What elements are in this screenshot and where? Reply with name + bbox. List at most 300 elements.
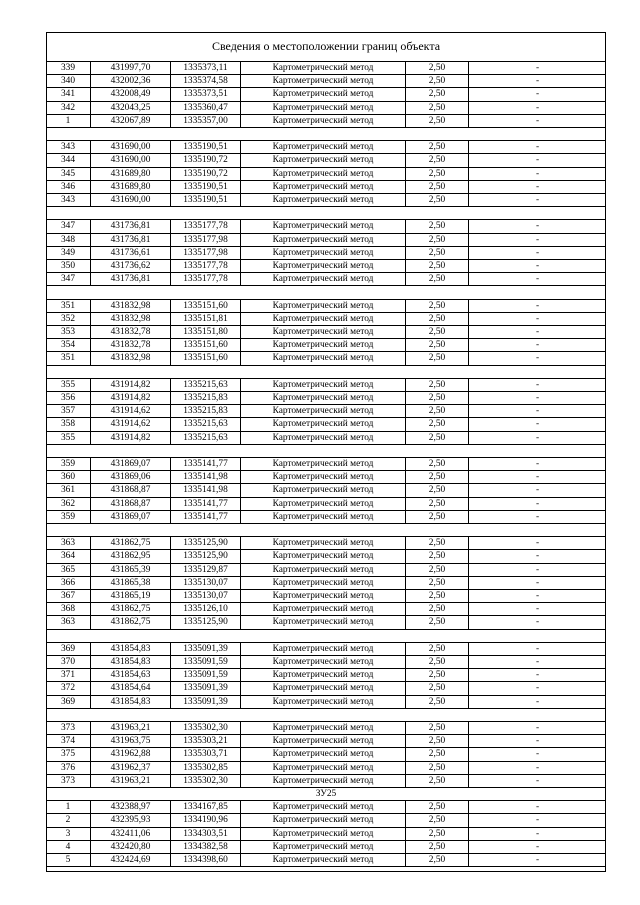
method-cell: Картометрический метод: [241, 392, 406, 404]
point-number: 356: [46, 392, 91, 404]
accuracy-cell: 2,50: [406, 590, 469, 602]
note-cell: -: [535, 142, 540, 153]
y-coordinate: 1335190,72: [171, 168, 241, 180]
y-coordinate: 1335141,77: [171, 458, 241, 470]
table-row: [46, 115, 606, 128]
accuracy-cell: 2,50: [406, 181, 469, 193]
point-number: 359: [46, 511, 91, 523]
y-coordinate: 1335125,90: [171, 537, 241, 549]
y-coordinate: 1335215,83: [171, 405, 241, 417]
group-separator: [46, 630, 606, 643]
point-number: 369: [46, 643, 91, 655]
point-number: 363: [46, 537, 91, 549]
method-cell: Картометрический метод: [241, 300, 406, 312]
y-coordinate: 1334398,60: [171, 854, 241, 866]
y-coordinate: 1335215,83: [171, 392, 241, 404]
note-cell: -: [535, 406, 540, 417]
table-row: [46, 313, 606, 326]
x-coordinate: 431736,81: [91, 220, 171, 232]
x-coordinate: 431865,19: [91, 590, 171, 602]
note-cell: -: [535, 419, 540, 430]
y-coordinate: 1335125,90: [171, 550, 241, 562]
point-number: 360: [46, 471, 91, 483]
method-cell: Картометрический метод: [241, 801, 406, 813]
method-cell: Картометрический метод: [241, 62, 406, 74]
table-row: [46, 696, 606, 709]
accuracy-cell: 2,50: [406, 313, 469, 325]
y-coordinate: 1334303,51: [171, 828, 241, 840]
page-title: Сведения о местоположении границ объекта: [46, 32, 606, 62]
method-cell: Картометрический метод: [241, 590, 406, 602]
point-number: 350: [46, 260, 91, 272]
y-coordinate: 1334190,96: [171, 814, 241, 826]
point-number: 365: [46, 564, 91, 576]
accuracy-cell: 2,50: [406, 168, 469, 180]
accuracy-cell: 2,50: [406, 300, 469, 312]
y-coordinate: 1335091,59: [171, 669, 241, 681]
table-row: [46, 471, 606, 484]
y-coordinate: 1335302,85: [171, 762, 241, 774]
y-coordinate: 1334382,58: [171, 841, 241, 853]
note-cell: -: [535, 432, 540, 443]
y-coordinate: 1335302,30: [171, 775, 241, 787]
note-cell: -: [535, 353, 540, 364]
table-row: [46, 75, 606, 88]
x-coordinate: 431690,00: [91, 194, 171, 206]
note-cell: -: [535, 815, 540, 826]
x-coordinate: 431963,21: [91, 775, 171, 787]
method-cell: Картометрический метод: [241, 511, 406, 523]
x-coordinate: 431963,75: [91, 735, 171, 747]
y-coordinate: 1335360,47: [171, 102, 241, 114]
x-coordinate: 431862,75: [91, 616, 171, 628]
method-cell: Картометрический метод: [241, 828, 406, 840]
x-coordinate: 431914,82: [91, 379, 171, 391]
x-coordinate: 431689,80: [91, 168, 171, 180]
accuracy-cell: 2,50: [406, 392, 469, 404]
y-coordinate: 1335151,60: [171, 300, 241, 312]
y-coordinate: 1335303,71: [171, 748, 241, 760]
table-row: [46, 484, 606, 497]
accuracy-cell: 2,50: [406, 484, 469, 496]
point-number: 372: [46, 682, 91, 694]
x-coordinate: 431865,39: [91, 564, 171, 576]
note-cell: -: [535, 657, 540, 667]
accuracy-cell: 2,50: [406, 511, 469, 523]
table-row: [46, 814, 606, 827]
table-row: [46, 458, 606, 471]
y-coordinate: 1335141,98: [171, 484, 241, 496]
table-row: [46, 616, 606, 629]
accuracy-cell: 2,50: [406, 102, 469, 114]
table-row: [46, 194, 606, 207]
x-coordinate: 431832,78: [91, 326, 171, 338]
method-cell: Картометрический метод: [241, 458, 406, 470]
group-separator: [46, 709, 606, 722]
method-cell: Картометрический метод: [241, 735, 406, 747]
x-coordinate: 431962,37: [91, 762, 171, 774]
y-coordinate: 1335151,60: [171, 339, 241, 351]
point-number: 357: [46, 405, 91, 417]
y-coordinate: 1335141,98: [171, 471, 241, 483]
point-number: 3: [46, 828, 91, 840]
table-row: [46, 432, 606, 445]
method-cell: Картометрический метод: [241, 564, 406, 576]
note-cell: -: [535, 472, 540, 483]
accuracy-cell: 2,50: [406, 735, 469, 747]
point-number: 341: [46, 88, 91, 100]
x-coordinate: 431869,06: [91, 471, 171, 483]
accuracy-cell: 2,50: [406, 748, 469, 760]
method-cell: Картометрический метод: [241, 88, 406, 100]
point-number: 373: [46, 775, 91, 787]
point-number: 344: [46, 154, 91, 166]
x-coordinate: 432420,80: [91, 841, 171, 853]
note-cell: -: [535, 775, 540, 786]
note-cell: -: [535, 102, 540, 113]
method-cell: Картометрический метод: [241, 616, 406, 628]
y-coordinate: 1335129,87: [171, 564, 241, 576]
x-coordinate: 431736,61: [91, 247, 171, 259]
x-coordinate: 432002,36: [91, 75, 171, 87]
note-cell: -: [535, 670, 540, 681]
x-coordinate: 431854,63: [91, 669, 171, 681]
coordinates-table: [46, 62, 606, 872]
table-row: [46, 247, 606, 260]
point-number: 5: [46, 854, 91, 866]
note-cell: -: [535, 221, 540, 232]
point-number: 349: [46, 247, 91, 259]
note-cell: -: [535, 841, 540, 852]
method-cell: Картометрический метод: [241, 220, 406, 232]
note-cell: -: [535, 247, 540, 258]
table-row: [46, 748, 606, 761]
y-coordinate: 1334167,85: [171, 801, 241, 813]
table-row: [46, 405, 606, 418]
note-cell: -: [535, 511, 540, 522]
accuracy-cell: 2,50: [406, 696, 469, 708]
method-cell: Картометрический метод: [241, 537, 406, 549]
accuracy-cell: 2,50: [406, 682, 469, 694]
x-coordinate: 431736,62: [91, 260, 171, 272]
note-cell: -: [535, 564, 540, 575]
accuracy-cell: 2,50: [406, 326, 469, 338]
table-row: [46, 590, 606, 603]
point-number: 340: [46, 75, 91, 87]
table-row: [46, 379, 606, 392]
method-cell: Картометрический метод: [241, 643, 406, 655]
accuracy-cell: 2,50: [406, 432, 469, 444]
method-cell: Картометрический метод: [241, 722, 406, 734]
y-coordinate: 1335303,21: [171, 735, 241, 747]
point-number: 369: [46, 696, 91, 708]
note-cell: -: [535, 63, 540, 73]
accuracy-cell: 2,50: [406, 722, 469, 734]
y-coordinate: 1335190,51: [171, 141, 241, 153]
x-coordinate: 431832,78: [91, 339, 171, 351]
point-number: 347: [46, 273, 91, 285]
method-cell: Картометрический метод: [241, 326, 406, 338]
table-row: [46, 300, 606, 313]
x-coordinate: 431997,70: [91, 62, 171, 74]
method-cell: Картометрический метод: [241, 550, 406, 562]
note-cell: -: [535, 76, 540, 87]
y-coordinate: 1335177,78: [171, 220, 241, 232]
y-coordinate: 1335091,39: [171, 696, 241, 708]
point-number: 353: [46, 326, 91, 338]
x-coordinate: 432411,06: [91, 828, 171, 840]
x-coordinate: 431868,87: [91, 498, 171, 510]
y-coordinate: 1335177,78: [171, 273, 241, 285]
point-number: 358: [46, 418, 91, 430]
group-separator: [46, 366, 606, 379]
point-number: 351: [46, 352, 91, 364]
method-cell: Картометрический метод: [241, 577, 406, 589]
table-row: [46, 564, 606, 577]
accuracy-cell: 2,50: [406, 62, 469, 74]
accuracy-cell: 2,50: [406, 801, 469, 813]
method-cell: Картометрический метод: [241, 682, 406, 694]
accuracy-cell: 2,50: [406, 643, 469, 655]
method-cell: Картометрический метод: [241, 814, 406, 826]
accuracy-cell: 2,50: [406, 603, 469, 615]
y-coordinate: 1335141,77: [171, 511, 241, 523]
table-row: [46, 762, 606, 775]
table-row: [46, 801, 606, 814]
accuracy-cell: 2,50: [406, 234, 469, 246]
group-separator: [46, 207, 606, 220]
method-cell: Картометрический метод: [241, 379, 406, 391]
x-coordinate: 431862,75: [91, 603, 171, 615]
note-cell: -: [535, 115, 540, 126]
table-row: [46, 88, 606, 101]
x-coordinate: 432388,97: [91, 801, 171, 813]
point-number: 355: [46, 379, 91, 391]
point-number: 351: [46, 300, 91, 312]
y-coordinate: 1335151,81: [171, 313, 241, 325]
x-coordinate: 431862,75: [91, 537, 171, 549]
point-number: 355: [46, 432, 91, 444]
note-cell: -: [535, 802, 540, 813]
note-cell: -: [535, 538, 540, 549]
x-coordinate: 432424,69: [91, 854, 171, 866]
table-row: [46, 735, 606, 748]
y-coordinate: 1335091,59: [171, 656, 241, 668]
x-coordinate: 431914,62: [91, 405, 171, 417]
method-cell: Картометрический метод: [241, 260, 406, 272]
table-row: [46, 828, 606, 841]
x-coordinate: 431963,21: [91, 722, 171, 734]
method-cell: Картометрический метод: [241, 194, 406, 206]
point-number: 4: [46, 841, 91, 853]
point-number: 374: [46, 735, 91, 747]
method-cell: Картометрический метод: [241, 313, 406, 325]
table-row: [46, 62, 606, 75]
x-coordinate: 431865,38: [91, 577, 171, 589]
table-row: [46, 511, 606, 524]
note-cell: -: [535, 591, 540, 601]
x-coordinate: 431914,82: [91, 432, 171, 444]
accuracy-cell: 2,50: [406, 854, 469, 866]
method-cell: Картометрический метод: [241, 273, 406, 285]
x-coordinate: 431736,81: [91, 234, 171, 246]
x-coordinate: 431736,81: [91, 273, 171, 285]
method-cell: Картометрический метод: [241, 748, 406, 760]
note-cell: -: [535, 234, 540, 245]
point-number: 2: [46, 814, 91, 826]
accuracy-cell: 2,50: [406, 194, 469, 206]
point-number: 343: [46, 141, 91, 153]
x-coordinate: 431962,88: [91, 748, 171, 760]
note-cell: -: [535, 313, 540, 324]
note-cell: -: [535, 749, 540, 760]
note-cell: -: [535, 617, 540, 628]
x-coordinate: 431854,83: [91, 656, 171, 668]
note-cell: -: [535, 274, 540, 285]
accuracy-cell: 2,50: [406, 352, 469, 364]
table-row: [46, 537, 606, 550]
y-coordinate: 1335125,90: [171, 616, 241, 628]
accuracy-cell: 2,50: [406, 762, 469, 774]
method-cell: Картометрический метод: [241, 102, 406, 114]
x-coordinate: 432043,25: [91, 102, 171, 114]
x-coordinate: 431832,98: [91, 352, 171, 364]
point-number: 352: [46, 313, 91, 325]
table-row: [46, 682, 606, 695]
note-cell: -: [535, 155, 540, 166]
note-cell: -: [535, 340, 540, 351]
method-cell: Картометрический метод: [241, 154, 406, 166]
y-coordinate: 1335190,51: [171, 194, 241, 206]
x-coordinate: 431854,64: [91, 682, 171, 694]
x-coordinate: 431869,07: [91, 458, 171, 470]
y-coordinate: 1335091,39: [171, 682, 241, 694]
note-cell: -: [535, 393, 540, 403]
y-coordinate: 1335215,63: [171, 418, 241, 430]
table-row: [46, 181, 606, 194]
note-cell: -: [535, 485, 540, 496]
note-cell: -: [535, 379, 540, 390]
table-row: [46, 326, 606, 339]
note-cell: -: [535, 855, 540, 865]
note-cell: -: [535, 327, 540, 337]
method-cell: Картометрический метод: [241, 352, 406, 364]
method-cell: Картометрический метод: [241, 471, 406, 483]
point-number: 339: [46, 62, 91, 74]
method-cell: Картометрический метод: [241, 841, 406, 853]
y-coordinate: 1335373,51: [171, 88, 241, 100]
note-cell: -: [535, 168, 540, 179]
table-row: [46, 603, 606, 616]
method-cell: Картометрический метод: [241, 775, 406, 787]
table-row: [46, 141, 606, 154]
method-cell: Картометрический метод: [241, 181, 406, 193]
point-number: 1: [46, 801, 91, 813]
point-number: 1: [46, 115, 91, 127]
section-label: ЗУ25: [46, 788, 606, 801]
y-coordinate: 1335190,51: [171, 181, 241, 193]
table-row: [46, 669, 606, 682]
y-coordinate: 1335302,30: [171, 722, 241, 734]
accuracy-cell: 2,50: [406, 115, 469, 127]
accuracy-cell: 2,50: [406, 260, 469, 272]
y-coordinate: 1335151,60: [171, 352, 241, 364]
accuracy-cell: 2,50: [406, 418, 469, 430]
point-number: 375: [46, 748, 91, 760]
y-coordinate: 1335215,63: [171, 379, 241, 391]
y-coordinate: 1335357,00: [171, 115, 241, 127]
group-separator: [46, 445, 606, 458]
x-coordinate: 431832,98: [91, 313, 171, 325]
note-cell: -: [535, 828, 540, 839]
group-separator: [46, 128, 606, 141]
point-number: 361: [46, 484, 91, 496]
y-coordinate: 1335141,77: [171, 498, 241, 510]
method-cell: Картометрический метод: [241, 603, 406, 615]
accuracy-cell: 2,50: [406, 273, 469, 285]
point-number: 342: [46, 102, 91, 114]
x-coordinate: 431690,00: [91, 154, 171, 166]
accuracy-cell: 2,50: [406, 564, 469, 576]
x-coordinate: 432395,93: [91, 814, 171, 826]
x-coordinate: 431854,83: [91, 643, 171, 655]
table-row: [46, 260, 606, 273]
y-coordinate: 1335374,58: [171, 75, 241, 87]
point-number: 359: [46, 458, 91, 470]
point-number: 354: [46, 339, 91, 351]
method-cell: Картометрический метод: [241, 75, 406, 87]
point-number: 345: [46, 168, 91, 180]
group-separator: [46, 524, 606, 537]
note-cell: -: [535, 643, 540, 654]
table-row: [46, 392, 606, 405]
table-row: [46, 154, 606, 167]
accuracy-cell: 2,50: [406, 220, 469, 232]
method-cell: Картометрический метод: [241, 669, 406, 681]
accuracy-cell: 2,50: [406, 458, 469, 470]
note-cell: -: [535, 577, 540, 588]
note-cell: -: [535, 723, 540, 733]
method-cell: Картометрический метод: [241, 432, 406, 444]
table-row: [46, 339, 606, 352]
point-number: 348: [46, 234, 91, 246]
accuracy-cell: 2,50: [406, 379, 469, 391]
point-number: 346: [46, 181, 91, 193]
note-cell: -: [535, 696, 540, 707]
accuracy-cell: 2,50: [406, 656, 469, 668]
note-cell: -: [535, 683, 540, 694]
method-cell: Картометрический метод: [241, 115, 406, 127]
table-row: [46, 102, 606, 115]
table-row: [46, 643, 606, 656]
accuracy-cell: 2,50: [406, 498, 469, 510]
point-number: 347: [46, 220, 91, 232]
method-cell: Картометрический метод: [241, 762, 406, 774]
x-coordinate: 431832,98: [91, 300, 171, 312]
x-coordinate: 431854,83: [91, 696, 171, 708]
table-row: [46, 418, 606, 431]
y-coordinate: 1335091,39: [171, 643, 241, 655]
table-row: [46, 234, 606, 247]
y-coordinate: 1335126,10: [171, 603, 241, 615]
accuracy-cell: 2,50: [406, 471, 469, 483]
method-cell: Картометрический метод: [241, 484, 406, 496]
x-coordinate: 431689,80: [91, 181, 171, 193]
point-number: 343: [46, 194, 91, 206]
point-number: 366: [46, 577, 91, 589]
method-cell: Картометрический метод: [241, 247, 406, 259]
note-cell: -: [535, 551, 540, 562]
